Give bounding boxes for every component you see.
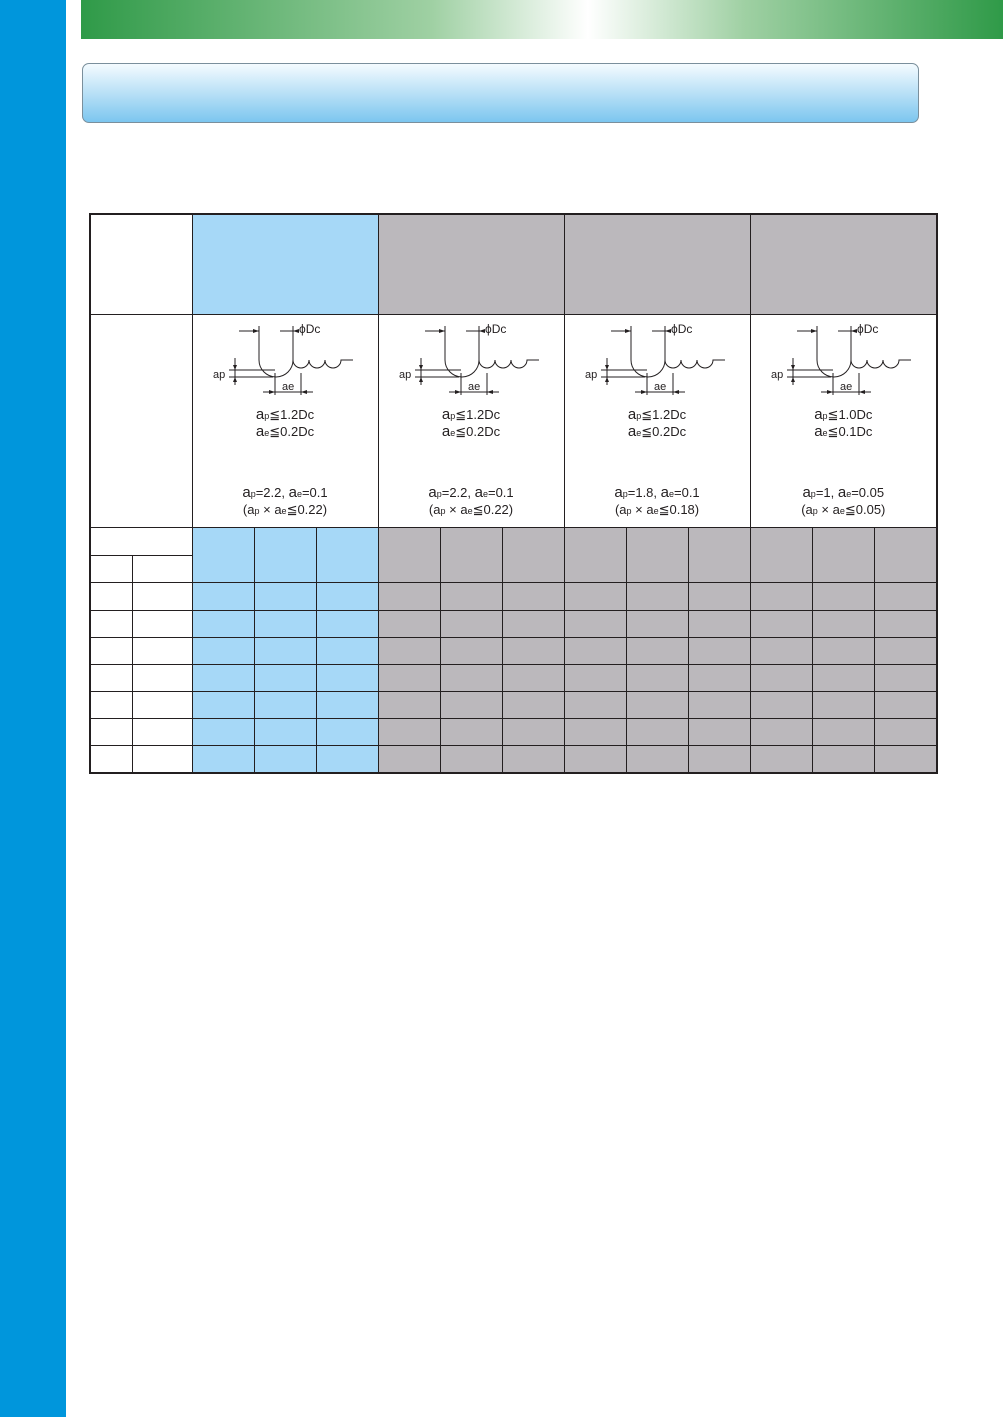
row-label-left xyxy=(90,719,132,746)
table-cell xyxy=(192,746,254,773)
table-cell xyxy=(440,692,502,719)
row-label-right xyxy=(132,692,192,719)
table-cell xyxy=(874,610,937,637)
table-cell xyxy=(502,664,564,691)
table-cell xyxy=(254,610,316,637)
table-cell xyxy=(564,610,626,637)
table-cell xyxy=(378,610,440,637)
table-cell xyxy=(812,664,874,691)
svg-text:ae: ae xyxy=(839,381,852,394)
table-cell xyxy=(812,610,874,637)
depth-limits: ap≦1.2Dc ae≦0.2Dc xyxy=(627,406,687,441)
table-cell xyxy=(688,637,750,664)
cutting-condition: ap=1, ae=0.05 (ap × ae≦0.05) xyxy=(801,484,886,518)
diagram-cell-4 xyxy=(750,315,937,528)
svg-text:ap: ap xyxy=(398,369,411,382)
column-header-1 xyxy=(192,214,378,315)
subheader-cell xyxy=(440,528,502,583)
table-cell xyxy=(626,583,688,610)
row-label-left xyxy=(90,610,132,637)
svg-text:ae: ae xyxy=(653,381,666,394)
table-cell xyxy=(874,583,937,610)
ball-end-cutter-icon xyxy=(565,315,751,405)
svg-text:ϕDc: ϕDc xyxy=(484,322,506,337)
table-row xyxy=(90,583,937,610)
cutting-condition: ap=1.8, ae=0.1 (ap × ae≦0.18) xyxy=(614,484,700,518)
table-cell xyxy=(440,719,502,746)
subheader-cell xyxy=(316,528,378,583)
table-cell xyxy=(316,583,378,610)
row-label-left xyxy=(90,637,132,664)
diagram-row-label-cell xyxy=(90,315,192,528)
table-cell xyxy=(192,719,254,746)
diagram-cell-2 xyxy=(378,315,564,528)
table-cell xyxy=(378,583,440,610)
svg-text:ϕDc: ϕDc xyxy=(670,322,692,337)
table-cell xyxy=(626,692,688,719)
svg-text:ap: ap xyxy=(212,369,225,382)
table-cell xyxy=(192,664,254,691)
subheader-cell xyxy=(564,528,626,583)
table-cell xyxy=(254,637,316,664)
diagram-cell-1 xyxy=(192,315,378,528)
subheader-left-cell xyxy=(90,556,132,583)
table-cell xyxy=(750,664,812,691)
table-cell xyxy=(812,637,874,664)
depth-limits: ap≦1.0Dc ae≦0.1Dc xyxy=(814,406,873,441)
table-cell xyxy=(316,692,378,719)
table-row xyxy=(90,637,937,664)
row-label-right xyxy=(132,746,192,773)
table-cell xyxy=(316,637,378,664)
table-cell xyxy=(502,637,564,664)
subheader-cell xyxy=(192,528,254,583)
table-cell xyxy=(192,692,254,719)
table-cell xyxy=(874,719,937,746)
row-label-left xyxy=(90,692,132,719)
table-cell xyxy=(502,583,564,610)
table-cell xyxy=(378,664,440,691)
header-corner-cell xyxy=(90,214,192,315)
subheader-cell xyxy=(378,528,440,583)
table-cell xyxy=(254,692,316,719)
table-cell xyxy=(750,746,812,773)
row-label-right xyxy=(132,637,192,664)
subheader-cell xyxy=(874,528,937,583)
cutter-diagram xyxy=(565,315,750,527)
row-label-right xyxy=(132,664,192,691)
subheader-cell xyxy=(254,528,316,583)
table-cell xyxy=(688,746,750,773)
table-cell xyxy=(564,664,626,691)
table-cell xyxy=(812,719,874,746)
svg-text:ϕDc: ϕDc xyxy=(298,322,320,337)
subheader-cell xyxy=(502,528,564,583)
cutting-condition: ap=2.2, ae=0.1 (ap × ae≦0.22) xyxy=(428,484,514,518)
table-cell xyxy=(440,583,502,610)
cutter-diagram xyxy=(379,315,564,527)
table-cell xyxy=(254,583,316,610)
table-cell xyxy=(750,637,812,664)
side-color-bar xyxy=(0,0,66,1417)
table-cell xyxy=(812,583,874,610)
table-cell xyxy=(316,746,378,773)
top-gradient-bar xyxy=(81,0,1003,39)
subheader-cell xyxy=(750,528,812,583)
table-cell xyxy=(316,664,378,691)
svg-text:ap: ap xyxy=(770,369,783,382)
subheader-cell xyxy=(626,528,688,583)
table-cell xyxy=(254,746,316,773)
table-cell xyxy=(564,692,626,719)
data-rows xyxy=(90,583,937,773)
table-cell xyxy=(688,664,750,691)
column-header-2 xyxy=(378,214,564,315)
svg-text:ϕDc: ϕDc xyxy=(856,322,878,337)
subheader-cell xyxy=(812,528,874,583)
subheader-row-1 xyxy=(90,528,937,556)
table-cell xyxy=(626,610,688,637)
table-cell xyxy=(378,719,440,746)
table-cell xyxy=(874,664,937,691)
svg-text:ae: ae xyxy=(281,381,294,394)
table-cell xyxy=(192,637,254,664)
table-cell xyxy=(750,692,812,719)
table-cell xyxy=(192,610,254,637)
svg-text:ap: ap xyxy=(584,369,597,382)
table-cell xyxy=(254,719,316,746)
section-title-bar xyxy=(82,63,919,123)
depth-limits: ap≦1.2Dc ae≦0.2Dc xyxy=(255,406,315,441)
row-label-right xyxy=(132,610,192,637)
table-cell xyxy=(378,637,440,664)
table-cell xyxy=(688,719,750,746)
table-cell xyxy=(316,719,378,746)
svg-text:ae: ae xyxy=(467,381,480,394)
table-cell xyxy=(626,664,688,691)
table-cell xyxy=(316,610,378,637)
header-row xyxy=(90,214,937,315)
subheader-right-cell xyxy=(132,556,192,583)
table-row xyxy=(90,719,937,746)
table-cell xyxy=(564,719,626,746)
table-cell xyxy=(750,610,812,637)
table-cell xyxy=(874,692,937,719)
row-label-left xyxy=(90,664,132,691)
table-cell xyxy=(688,583,750,610)
table-cell xyxy=(564,637,626,664)
table-cell xyxy=(564,583,626,610)
table-cell xyxy=(688,692,750,719)
diagram-cell-3 xyxy=(564,315,750,528)
table-cell xyxy=(378,692,440,719)
table-cell xyxy=(626,719,688,746)
table-cell xyxy=(688,610,750,637)
table-cell xyxy=(440,746,502,773)
column-header-4 xyxy=(750,214,937,315)
table-cell xyxy=(502,719,564,746)
ball-end-cutter-icon xyxy=(193,315,379,405)
cutting-condition: ap=2.2, ae=0.1 (ap × ae≦0.22) xyxy=(242,484,328,518)
row-label-left xyxy=(90,746,132,773)
subheader-label-cell xyxy=(90,528,192,556)
table-cell xyxy=(750,583,812,610)
cutter-diagram xyxy=(751,315,937,527)
subheader-cell xyxy=(688,528,750,583)
table-row xyxy=(90,610,937,637)
column-header-3 xyxy=(564,214,750,315)
table-cell xyxy=(254,664,316,691)
diagram-row xyxy=(90,315,937,528)
table-cell xyxy=(626,637,688,664)
ball-end-cutter-icon xyxy=(751,315,937,405)
table-row xyxy=(90,746,937,773)
table-row xyxy=(90,664,937,691)
table-cell xyxy=(812,692,874,719)
table-cell xyxy=(502,692,564,719)
table-cell xyxy=(874,637,937,664)
ball-end-cutter-icon xyxy=(379,315,565,405)
cutter-diagram xyxy=(193,315,378,527)
table-cell xyxy=(378,746,440,773)
table-row xyxy=(90,692,937,719)
table-cell xyxy=(564,746,626,773)
depth-limits: ap≦1.2Dc ae≦0.2Dc xyxy=(441,406,501,441)
table-cell xyxy=(502,746,564,773)
table-cell xyxy=(626,746,688,773)
row-label-right xyxy=(132,583,192,610)
table-cell xyxy=(874,746,937,773)
table-cell xyxy=(440,610,502,637)
table-cell xyxy=(440,637,502,664)
table-cell xyxy=(750,719,812,746)
table-cell xyxy=(440,664,502,691)
row-label-left xyxy=(90,583,132,610)
cutting-conditions-table xyxy=(89,213,938,774)
table-cell xyxy=(192,583,254,610)
row-label-right xyxy=(132,719,192,746)
table-cell xyxy=(812,746,874,773)
table-cell xyxy=(502,610,564,637)
